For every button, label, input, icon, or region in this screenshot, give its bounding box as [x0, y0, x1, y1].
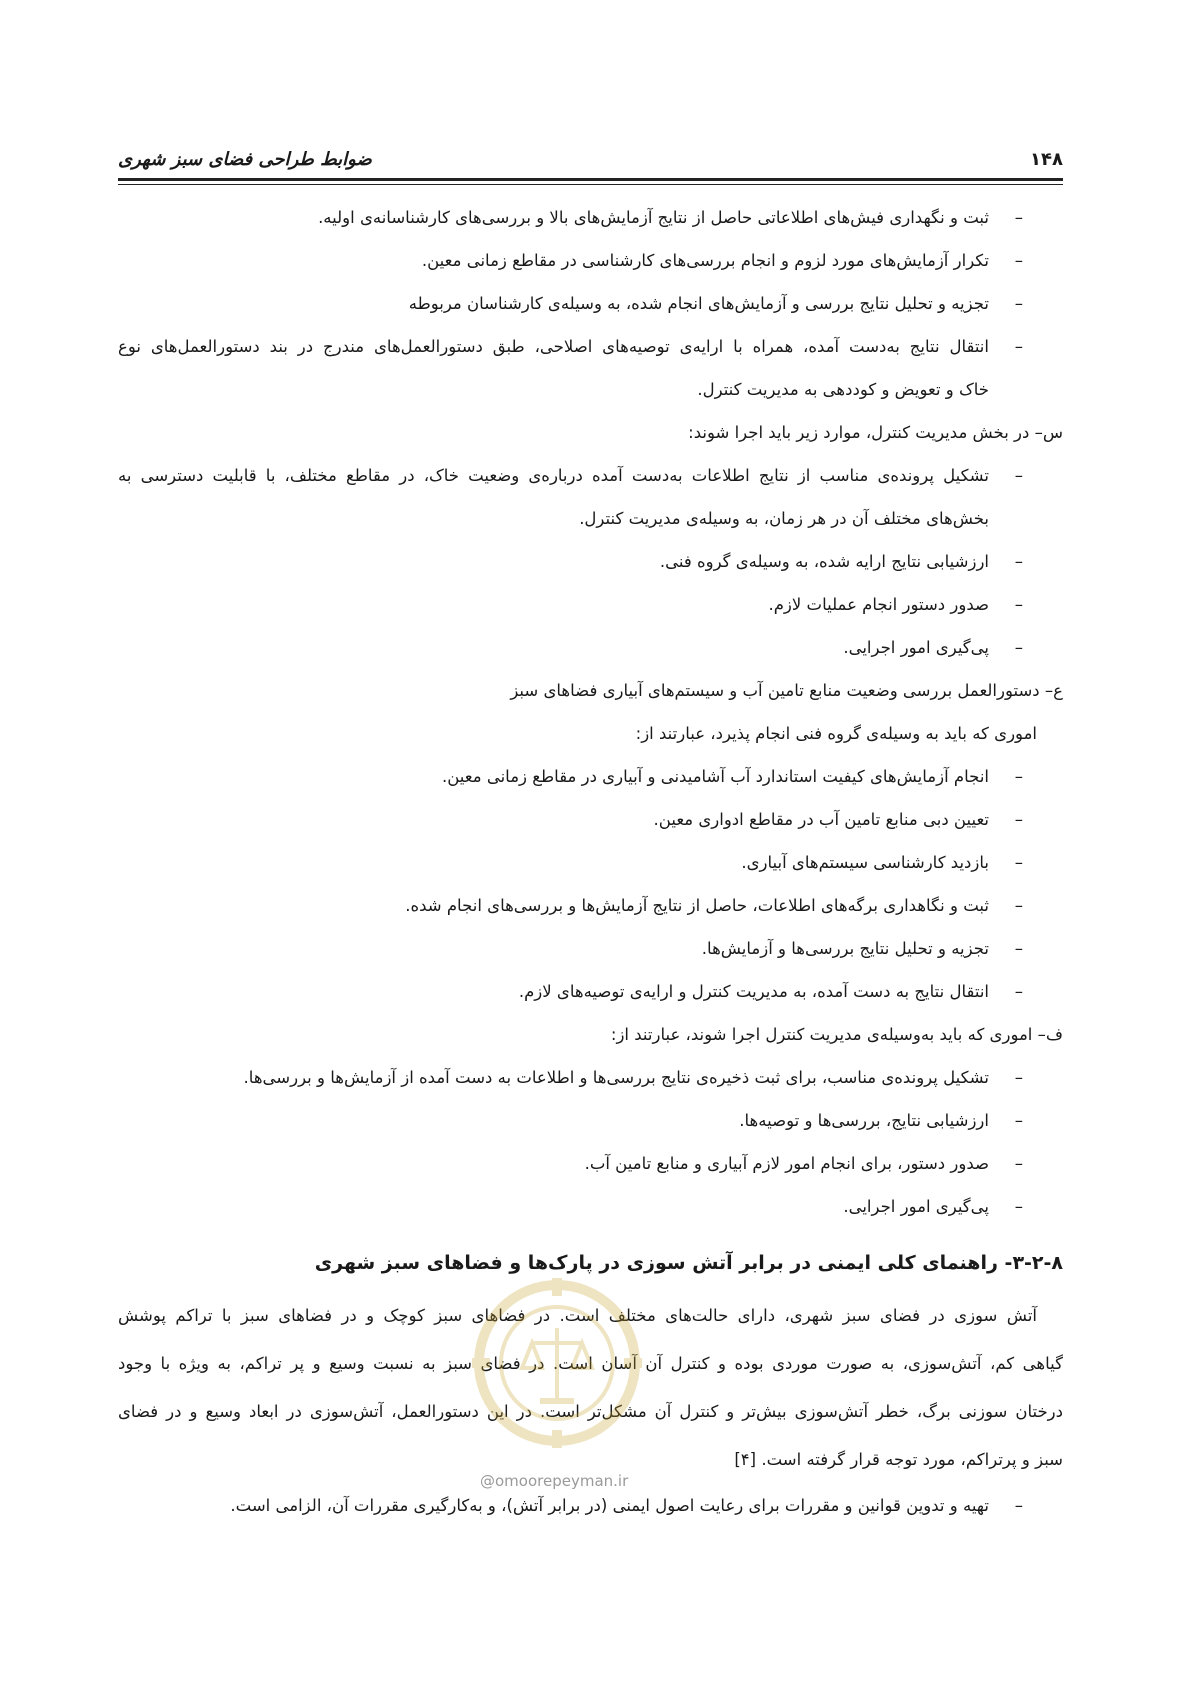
list-item — [118, 884, 1063, 927]
list-item — [118, 540, 1063, 583]
dash-bullet: – — [1014, 638, 1023, 657]
dash-bullet: – — [1014, 251, 1023, 270]
list-item — [118, 282, 1063, 325]
list-item-text: ارزشیابی نتایج، بررسی‌ها و توصیه‌ها. — [739, 1111, 989, 1130]
list-item-text: بازدید کارشناسی سیستم‌های آبیاری. — [741, 853, 989, 872]
dash-bullet: – — [1014, 896, 1023, 915]
list-item — [118, 626, 1063, 669]
dash-bullet: – — [1014, 337, 1023, 356]
dash-bullet: – — [1014, 294, 1023, 313]
list-item-text-line: بخش‌های مختلف آن در هر زمان، به وسیله‌ی مدیریت کنترل. — [579, 509, 989, 528]
page-number: ۱۴۸ — [1030, 148, 1063, 170]
list-item-text: تجزیه و تحلیل نتایج بررسی‌ها و آزمایش‌ها. — [701, 939, 989, 958]
list-item-text: پی‌گیری امور اجرایی. — [843, 1197, 989, 1216]
list-item — [118, 970, 1063, 1013]
list-item — [118, 1142, 1063, 1185]
section-s-label: س– در بخش مدیریت کنترل، موارد زیر باید اجرا شوند: — [688, 423, 1063, 442]
list-item-text: صدور دستور انجام عملیات لازم. — [768, 595, 989, 614]
dash-bullet: – — [1014, 810, 1023, 829]
dash-bullet: – — [1014, 595, 1023, 614]
list-item — [118, 1185, 1063, 1228]
list-item — [118, 239, 1063, 282]
paragraph-line: سبز و پرتراکم، مورد توجه قرار گرفته است. [۴] — [734, 1450, 1063, 1469]
dash-bullet: – — [1014, 853, 1023, 872]
list-item — [118, 454, 1063, 540]
list-item — [118, 1099, 1063, 1142]
list-item-text-line: تشکیل پرونده‌ی مناسب از نتایج اطلاعات به‌دست آمده درباره‌ی وضعیت خاک، در مقاطع مختلف، با قابلیت دسترسی به — [118, 466, 989, 485]
section-heading: ۳-۲-۸- راهنمای کلی ایمنی در برابر آتش سوزی در پارک‌ها و فضاهای سبز شهری — [314, 1252, 1063, 1274]
list-item-text: انتقال نتایج به دست آمده، به مدیریت کنترل و ارایه‌ی توصیه‌های لازم. — [518, 982, 989, 1001]
dash-bullet: – — [1014, 1111, 1023, 1130]
list-item-text: انجام آزمایش‌های کیفیت استاندارد آب آشامیدنی و آبیاری در مقاطع زمانی معین. — [442, 767, 989, 786]
dash-bullet: – — [1014, 208, 1023, 227]
list-item — [118, 1484, 1063, 1527]
dash-bullet: – — [1014, 1496, 1023, 1515]
dash-bullet: – — [1014, 767, 1023, 786]
watermark-text: @omoorepeyman.ir — [480, 1472, 629, 1490]
section-fe-label: ف– اموری که باید به‌وسیله‌ی مدیریت کنترل اجرا شوند، عبارتند از: — [610, 1025, 1063, 1044]
paragraph-line: آتش سوزی در فضای سبز شهری، دارای حالت‌های مختلف است. در فضاهای سبز کوچک و در فضاهای سبز با تراکم پوشش — [118, 1306, 1037, 1325]
list-item-text-line: انتقال نتایج به‌دست آمده، همراه با ارایه‌ی توصیه‌های اصلاحی، طبق دستورالعمل‌های مندرج در بند دستورالعمل‌های نوع — [118, 337, 989, 356]
page-body — [118, 196, 1063, 1527]
list-item-text: تجزیه و تحلیل نتایج بررسی و آزمایش‌های انجام شده، به وسیله‌ی کارشناسان مربوطه — [408, 294, 989, 313]
list-item-text-line: خاک و تعویض و کوددهی به مدیریت کنترل. — [697, 380, 989, 399]
list-item — [118, 927, 1063, 970]
list-item — [118, 325, 1063, 411]
list-item-text: تعیین دبی منابع تامین آب در مقاطع ادواری معین. — [653, 810, 989, 829]
paragraph-line: درختان سوزنی برگ، خطر آتش‌سوزی بیش‌تر و کنترل آن مشکل‌تر است. در این دستورالعمل، آتش‌سوزی در ابعاد وسیع و در فضای — [118, 1402, 1063, 1421]
header-rule-thin — [118, 184, 1063, 185]
list-item-text: ثبت و نگهداری فیش‌های اطلاعاتی حاصل از نتایج آزمایش‌های بالا و بررسی‌های کارشناسانه‌ی اولیه. — [318, 208, 989, 227]
running-title: ضوابط طراحی فضای سبز شهری — [118, 148, 372, 170]
list-item — [118, 583, 1063, 626]
dash-bullet: – — [1014, 939, 1023, 958]
page-header — [118, 142, 1063, 176]
list-item — [118, 1056, 1063, 1099]
dash-bullet: – — [1014, 1197, 1023, 1216]
section-ain-intro: اموری که باید به وسیله‌ی گروه فنی انجام پذیرد، عبارتند از: — [635, 724, 1037, 743]
list-item — [118, 798, 1063, 841]
header-rule-thick — [118, 178, 1063, 181]
dash-bullet: – — [1014, 1068, 1023, 1087]
list-item-text: صدور دستور، برای انجام امور لازم آبیاری و منابع تامین آب. — [584, 1154, 989, 1173]
dash-bullet: – — [1014, 466, 1023, 485]
list-item — [118, 841, 1063, 884]
list-item-text: تکرار آزمایش‌های مورد لزوم و انجام بررسی‌های کارشناسی در مقاطع زمانی معین. — [421, 251, 989, 270]
section-ain-label: ع– دستورالعمل بررسی وضعیت منابع تامین آب و سیستم‌های آبیاری فضاهای سبز — [510, 681, 1063, 700]
dash-bullet: – — [1014, 552, 1023, 571]
list-item — [118, 755, 1063, 798]
dash-bullet: – — [1014, 1154, 1023, 1173]
body-paragraph — [118, 1292, 1063, 1484]
list-item-text: تهیه و تدوین قوانین و مقررات برای رعایت اصول ایمنی (در برابر آتش)، و به‌کارگیری مقررات آن، الزامی است. — [230, 1496, 989, 1515]
list-item-text: پی‌گیری امور اجرایی. — [843, 638, 989, 657]
list-item — [118, 196, 1063, 239]
list-item-text: ثبت و نگاهداری برگه‌های اطلاعات، حاصل از نتایج آزمایش‌ها و بررسی‌های انجام شده. — [405, 896, 989, 915]
paragraph-line: گیاهی کم، آتش‌سوزی، به صورت موردی بوده و کنترل آن آسان است. در فضای سبز به نسبت وسیع و پر تراکم، به ویژه با وجود — [118, 1354, 1063, 1373]
dash-bullet: – — [1014, 982, 1023, 1001]
list-item-text: ارزشیابی نتایج ارایه شده، به وسیله‌ی گروه فنی. — [659, 552, 989, 571]
list-item-text: تشکیل پرونده‌ی مناسب، برای ثبت ذخیره‌ی نتایج بررسی‌ها و اطلاعات به دست آمده از آزمایش‌ها و بررسی‌ها. — [243, 1068, 989, 1087]
